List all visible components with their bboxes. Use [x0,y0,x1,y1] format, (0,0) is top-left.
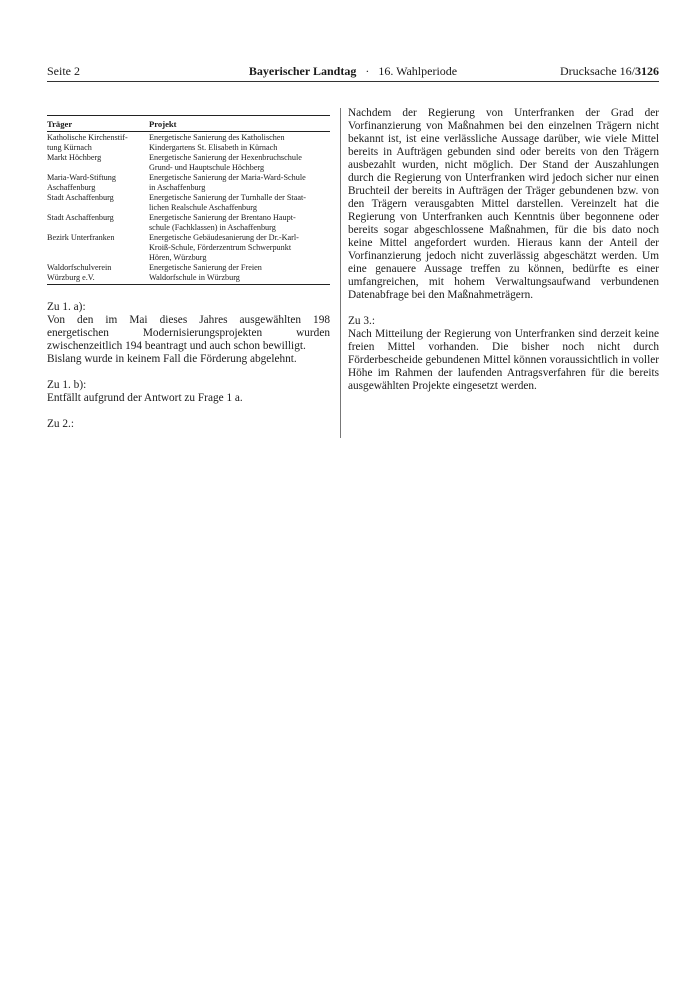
projekt-cell: Energetische Sanierung des Katholischen Kindergartens St. Elisabeth in Kürnach [149,133,285,152]
header-separator: · [365,64,370,78]
section-heading-2: Zu 2.: [47,418,74,430]
traeger-cell: Bezirk Unterfranken [47,233,115,242]
project-table [47,115,330,285]
projekt-cell: Energetische Sanierung der Maria-Ward-Schule in Aschaffenburg [149,173,306,192]
right-column [348,107,659,393]
document-number: 3126 [635,64,659,78]
column-divider [340,108,341,438]
table-row [47,263,330,285]
answer-1a-text-2: Bislang wurde in keinem Fall die Förderung abgelehnt. [47,353,297,365]
traeger-cell: Maria-Ward-Stiftung Aschaffenburg [47,173,116,192]
traeger-cell: Markt Höchberg [47,153,102,162]
section-heading-3: Zu 3.: [348,315,375,327]
traeger-cell: Waldorfschulverein Würzburg e.V. [47,263,149,285]
table-row [47,173,330,193]
table-row [47,132,330,154]
traeger-cell: Stadt Aschaffenburg [47,213,114,222]
page-number: Seite 2 [47,64,80,78]
page-header [47,63,659,79]
projekt-cell: Energetische Gebäudesanierung der Dr.-Karl- Kroiß-Schule, Förderzentrum Schwerpunkt Hören, Würzburg [149,233,299,262]
answer-3-text: Nach Mitteilung der Regierung von Unterfranken sind derzeit keine freien Mittel vorhanden. Die bisher noch nicht durch Förderbescheide gebundenen Mittel können voraussichtlich in voller Höhe im Rahmen der laufenden Antragsverfahren für die bereits ausgewählten Projekte eingesetzt werden. [348,328,659,392]
table-row [47,233,330,263]
traeger-cell: Katholische Kirchenstif- tung Kürnach [47,133,128,152]
table-header-row [47,116,330,132]
section-heading-1a: Zu 1. a): [47,301,86,313]
parliament-name: Bayerischer Landtag [248,64,357,78]
legislative-period: 16. Wahlperiode [378,64,458,78]
answer-1b-text: Entfällt aufgrund der Antwort zu Frage 1 a. [47,392,243,404]
traeger-cell: Stadt Aschaffenburg [47,193,114,202]
left-column [47,112,330,431]
header-rule [47,81,659,82]
column-header-traeger: Träger [47,116,149,132]
document-prefix: Drucksache 16/ [560,64,635,78]
table-row [47,193,330,213]
projekt-cell: Energetische Sanierung der Hexenbruchschule Grund- und Hauptschule Höchberg [149,153,302,172]
projekt-cell: Energetische Sanierung der Brentano Haupt- schule (Fachklassen) in Aschaffenburg [149,213,296,232]
table-row [47,213,330,233]
projekt-cell: Energetische Sanierung der Freien Waldorfschule in Würzburg [149,263,330,285]
answer-2-text: Nachdem der Regierung von Unterfranken der Grad der Vorfinanzierung von Maßnahmen bei den einzelnen Trägern nicht bekannt ist, ist eine verlässliche Aussage darüber, wie viele Mittel bereits in Aufträgen gebunden sind oder bereits von den Trägern ausbezahlt wurden, nicht möglich. Der Stand der Auszahlungen durch die Regierung von Unterfranken wird jedoch sicher nur einen Bruchteil der bereits in Aufträgen der Träger gebundenen bzw. von den Trägern verausgabten Mittel darstellen. Vereinzelt hat die Regierung von Unterfranken auch Kenntnis über begonnene oder bereits sogar abgeschlossene Maßnahmen, für die bis dato noch keine Mittel angefordert wurden. Hieraus kann der Anteil der Vorfinanzierung jedoch nicht zuverlässig abgeschätzt werden. Um eine genauere Aussage treffen zu können, bedürfte es einer umfangreichen, mit hohem Verwaltungsaufwand verbundenen Datenabfrage bei den Maßnahmeträgern. [348,107,659,301]
document-id [560,63,659,79]
table-row [47,153,330,173]
answer-1a-text: Von den im Mai dieses Jahres ausgewählten 198 energetischen Modernisierungsprojekten wurden zwischenzeitlich 194 beantragt und auch schon bewilligt. [47,314,330,352]
section-heading-1b: Zu 1. b): [47,379,87,391]
projekt-cell: Energetische Sanierung der Turnhalle der Staat- lichen Realschule Aschaffenburg [149,193,306,212]
column-header-projekt: Projekt [149,116,330,132]
